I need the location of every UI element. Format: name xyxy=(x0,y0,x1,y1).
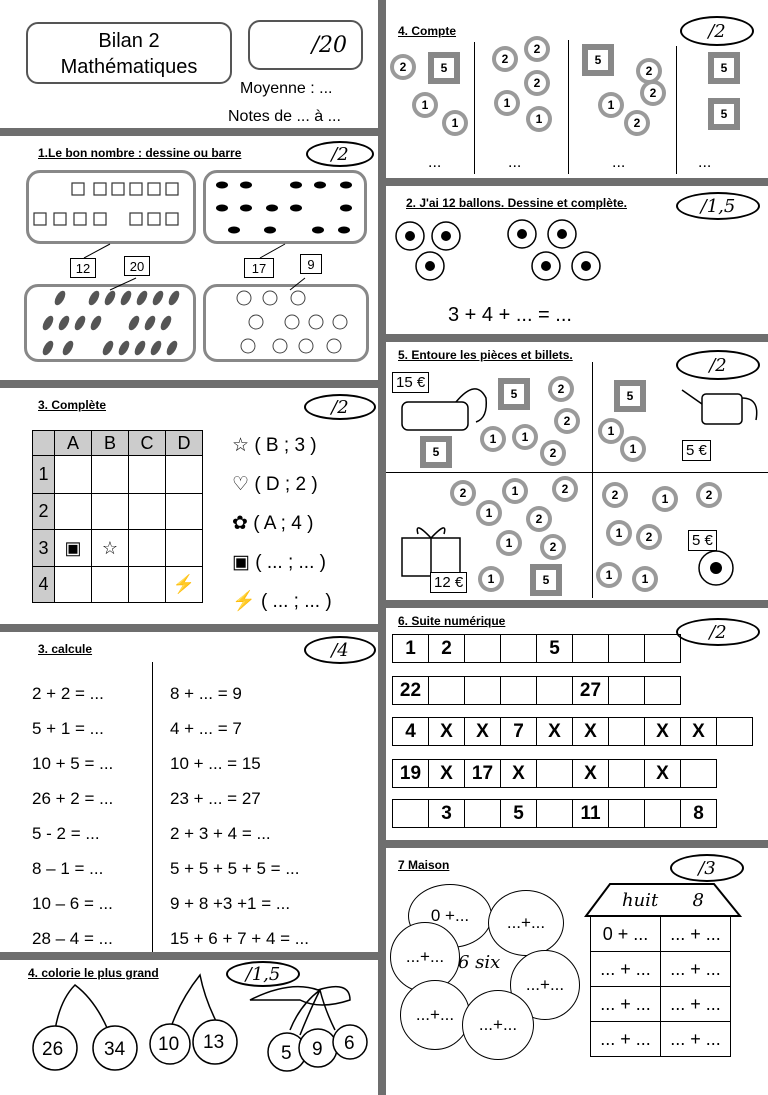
cherry-number: 10 xyxy=(158,1034,180,1055)
house-cell[interactable]: ... + ... xyxy=(661,987,731,1022)
score: /1,5 xyxy=(700,195,736,217)
sequence-row-4 xyxy=(392,759,717,788)
divider xyxy=(0,624,378,632)
seq-cell[interactable]: X xyxy=(429,718,465,746)
clue-list xyxy=(232,426,332,621)
seq-cell[interactable] xyxy=(609,760,645,788)
center-number: 6 six xyxy=(458,952,501,973)
house-cell[interactable]: ... + ... xyxy=(591,1022,661,1057)
seq-cell[interactable] xyxy=(393,800,429,828)
score-pill xyxy=(304,636,376,664)
section-title: 7 Maison xyxy=(398,858,450,872)
coin-2: 2 xyxy=(524,36,550,62)
house-cell[interactable]: ... + ... xyxy=(661,952,731,987)
calc-left xyxy=(32,676,113,956)
lightning-icon: ⚡ xyxy=(232,591,256,612)
section-title: 6. Suite numérique xyxy=(398,614,506,628)
seq-cell[interactable] xyxy=(501,677,537,705)
seq-cell[interactable] xyxy=(717,718,753,746)
answer-blank[interactable]: ... xyxy=(612,154,626,171)
quad-divider-h xyxy=(386,472,768,473)
seq-cell[interactable]: 1 xyxy=(393,635,429,663)
seq-cell[interactable] xyxy=(465,677,501,705)
seq-cell[interactable]: X xyxy=(573,718,609,746)
notes-label: Notes de ... à ... xyxy=(228,108,341,125)
cherry-number: 9 xyxy=(312,1039,323,1060)
col-divider xyxy=(474,42,475,174)
score-pill xyxy=(676,350,760,380)
coin-1: 1 xyxy=(526,106,552,132)
score-pill xyxy=(670,854,744,882)
divider xyxy=(386,600,768,608)
seq-cell[interactable] xyxy=(609,718,645,746)
col-divider xyxy=(676,46,677,174)
score: /2 xyxy=(331,396,349,418)
col-header: A xyxy=(55,431,92,456)
sequence-row-1 xyxy=(392,634,681,663)
seq-cell[interactable]: 7 xyxy=(501,718,537,746)
coin-1: 1 xyxy=(598,418,624,444)
divider xyxy=(386,334,768,342)
row-header: 3 xyxy=(33,530,55,567)
price-tag: 5 € xyxy=(682,440,711,461)
seq-cell[interactable] xyxy=(645,635,681,663)
coin-1: 1 xyxy=(496,530,522,556)
score: /1,5 xyxy=(245,963,281,985)
coin-1: 1 xyxy=(620,436,646,462)
clue: ( D ; 2 ) xyxy=(254,474,318,495)
seq-cell[interactable]: 17 xyxy=(465,760,501,788)
divider-vertical xyxy=(378,0,386,1095)
equation: 3 + 4 + ... = ... xyxy=(448,304,572,326)
calc-item: 4 + ... = 7 xyxy=(170,719,242,738)
bill-5: 5 xyxy=(614,380,646,412)
bubble xyxy=(400,980,470,1050)
row-header: 1 xyxy=(33,456,55,494)
seq-cell[interactable]: X xyxy=(537,718,573,746)
seq-cell[interactable] xyxy=(573,635,609,663)
section-title: 5. Entoure les pièces et billets. xyxy=(398,348,573,362)
vacuum-icon xyxy=(396,378,492,438)
seq-cell[interactable]: X xyxy=(645,760,681,788)
coin-2: 2 xyxy=(636,524,662,550)
clue: ( ... ; ... ) xyxy=(255,552,326,573)
calc-item: 10 – 6 = ... xyxy=(32,894,113,913)
cherry-number: 26 xyxy=(42,1039,64,1060)
sequence-row-5 xyxy=(392,799,717,828)
clue: ( ... ; ... ) xyxy=(260,591,332,612)
bill-5: 5 xyxy=(428,52,460,84)
seq-cell[interactable]: 11 xyxy=(573,800,609,828)
col-divider xyxy=(568,40,569,174)
coin-2: 2 xyxy=(540,440,566,466)
flower-icon: ✿ xyxy=(232,513,248,534)
seq-cell[interactable]: 27 xyxy=(573,677,609,705)
cherry-number: 5 xyxy=(281,1043,292,1064)
section-title: 2. J'ai 12 ballons. Dessine et complète. xyxy=(406,196,627,210)
star-icon: ☆ xyxy=(232,435,250,456)
coin-2: 2 xyxy=(636,58,662,84)
coin-2: 2 xyxy=(450,480,476,506)
calc-item: 15 + 6 + 7 + 4 = ... xyxy=(170,929,309,948)
score: /2 xyxy=(709,354,727,376)
seq-cell[interactable] xyxy=(609,677,645,705)
score: /3 xyxy=(698,857,716,879)
seq-cell[interactable]: 22 xyxy=(393,677,429,705)
seq-cell[interactable]: 8 xyxy=(681,800,717,828)
col-header: D xyxy=(166,431,203,456)
coin-1: 1 xyxy=(632,566,658,592)
coin-1: 1 xyxy=(502,478,528,504)
bubble-text: ...+... xyxy=(415,1005,455,1024)
coin-1: 1 xyxy=(652,486,678,512)
calc-item: 5 + 1 = ... xyxy=(32,719,104,738)
title-line1: Bilan 2 xyxy=(98,30,160,52)
title-box xyxy=(26,22,232,84)
score: /2 xyxy=(708,20,726,42)
calc-item: 2 + 3 + 4 = ... xyxy=(170,824,271,843)
calc-item: 23 + ... = 27 xyxy=(170,789,261,808)
house-cell[interactable]: ... + ... xyxy=(661,917,731,952)
calc-divider xyxy=(152,662,153,952)
coin-2: 2 xyxy=(554,408,580,434)
house-table xyxy=(590,916,731,1057)
bill-5: 5 xyxy=(530,564,562,596)
watering-can-icon xyxy=(678,384,762,432)
cherry-number: 34 xyxy=(104,1039,126,1060)
seq-cell[interactable]: X xyxy=(501,760,537,788)
coin-1: 1 xyxy=(596,562,622,588)
seq-cell[interactable]: 2 xyxy=(429,635,465,663)
coin-1: 1 xyxy=(478,566,504,592)
seq-cell[interactable] xyxy=(537,800,573,828)
seq-cell[interactable] xyxy=(465,800,501,828)
seq-cell[interactable]: 5 xyxy=(501,800,537,828)
coordinate-grid xyxy=(32,430,203,603)
number-box: 20 xyxy=(124,256,150,276)
seq-cell[interactable]: 5 xyxy=(537,635,573,663)
col-header: C xyxy=(129,431,166,456)
number-box: 12 xyxy=(70,258,96,278)
row-header: 2 xyxy=(33,494,55,530)
total-score-box xyxy=(248,20,363,70)
score: /2 xyxy=(709,621,727,643)
calc-item: 10 + ... = 15 xyxy=(170,754,261,773)
bill-5: 5 xyxy=(420,436,452,468)
coin-1: 1 xyxy=(412,92,438,118)
answer-blank[interactable]: ... xyxy=(508,154,522,171)
coin-1: 1 xyxy=(598,92,624,118)
house-cell[interactable]: 0 + ... xyxy=(591,917,661,952)
balls-drawing xyxy=(386,186,768,334)
calc-item: 10 + 5 = ... xyxy=(32,754,114,773)
seq-cell[interactable]: 4 xyxy=(393,718,429,746)
price-tag: 5 € xyxy=(688,530,717,551)
moyenne-label: Moyenne : ... xyxy=(240,80,333,97)
number-box: 17 xyxy=(244,258,274,278)
house-cell[interactable]: ... + ... xyxy=(591,952,661,987)
seq-cell[interactable] xyxy=(501,635,537,663)
score-pill xyxy=(304,394,376,420)
bubble-text: 0 +... xyxy=(430,906,470,925)
coin-1: 1 xyxy=(442,110,468,136)
cherry-number: 13 xyxy=(203,1032,225,1053)
coin-1: 1 xyxy=(480,426,506,452)
calc-right xyxy=(170,676,309,956)
calc-item: 5 - 2 = ... xyxy=(32,824,100,843)
bill-5: 5 xyxy=(582,44,614,76)
cherries-drawing xyxy=(0,960,378,1095)
coin-2: 2 xyxy=(492,46,518,72)
answer-blank[interactable]: ... xyxy=(698,154,712,171)
section-title: 4. colorie le plus grand xyxy=(28,966,159,980)
cherry-number: 6 xyxy=(344,1033,355,1054)
seq-cell[interactable] xyxy=(645,677,681,705)
heart-icon: ♡ xyxy=(232,474,250,495)
seq-cell[interactable]: X xyxy=(429,760,465,788)
seq-cell[interactable]: X xyxy=(681,718,717,746)
coin-2: 2 xyxy=(602,482,628,508)
seq-cell[interactable] xyxy=(537,677,573,705)
calc-item: 9 + 8 +3 +1 = ... xyxy=(170,894,291,913)
seq-cell[interactable]: X xyxy=(465,718,501,746)
section-title: 4. Compte xyxy=(398,24,457,38)
coin-2: 2 xyxy=(696,482,722,508)
seq-cell[interactable]: 3 xyxy=(429,800,465,828)
bubble-text: ...+... xyxy=(506,913,546,932)
bill-5: 5 xyxy=(498,378,530,410)
row-header: 4 xyxy=(33,567,55,603)
coin-2: 2 xyxy=(524,70,550,96)
soccer-ball-icon xyxy=(696,548,736,588)
bubble-text: ...+... xyxy=(525,975,565,994)
bill-5: 5 xyxy=(708,52,740,84)
coin-2: 2 xyxy=(548,376,574,402)
col-header: B xyxy=(92,431,129,456)
clue: ( B ; 3 ) xyxy=(254,435,317,456)
section-title: 3. Complète xyxy=(38,398,107,412)
sequence-row-2 xyxy=(392,676,681,705)
bubble-text: ...+... xyxy=(405,947,445,966)
seq-cell[interactable] xyxy=(465,635,501,663)
seq-cell[interactable] xyxy=(429,677,465,705)
bill-5: 5 xyxy=(708,98,740,130)
divider xyxy=(386,840,768,848)
calc-item: 28 – 4 = ... xyxy=(32,929,113,948)
seq-cell[interactable] xyxy=(537,760,573,788)
section-title: 3. calcule xyxy=(38,642,93,656)
coin-1: 1 xyxy=(512,424,538,450)
calc-item: 2 + 2 = ... xyxy=(32,684,104,703)
seq-cell[interactable] xyxy=(609,635,645,663)
bubble xyxy=(488,890,564,956)
seq-cell[interactable]: X xyxy=(573,760,609,788)
score: /2 xyxy=(331,143,349,165)
seq-cell[interactable] xyxy=(609,800,645,828)
price-tag: 12 € xyxy=(430,572,467,593)
bubble xyxy=(462,990,534,1060)
coin-1: 1 xyxy=(476,500,502,526)
price-tag: 15 € xyxy=(392,372,429,393)
total-score: /20 xyxy=(311,32,347,58)
answer-blank[interactable]: ... xyxy=(428,154,442,171)
roof-label: huit 8 xyxy=(622,890,704,911)
clue: ( A ; 4 ) xyxy=(253,513,314,534)
coin-2: 2 xyxy=(552,476,578,502)
score-pill xyxy=(676,618,760,646)
coin-2: 2 xyxy=(390,54,416,80)
coin-1: 1 xyxy=(606,520,632,546)
score-pill xyxy=(680,16,754,46)
coin-2: 2 xyxy=(526,506,552,532)
coin-2: 2 xyxy=(540,534,566,560)
camera-icon: ▣ xyxy=(232,552,250,573)
coin-2: 2 xyxy=(624,110,650,136)
sequence-row-3 xyxy=(392,717,753,746)
seq-cell[interactable] xyxy=(681,760,717,788)
number-box: 9 xyxy=(300,254,322,274)
score: /4 xyxy=(331,639,349,661)
calc-item: 5 + 5 + 5 + 5 = ... xyxy=(170,859,300,878)
star-icon: ☆ xyxy=(92,530,129,567)
house-cell[interactable]: ... + ... xyxy=(661,1022,731,1057)
divider xyxy=(386,178,768,186)
divider xyxy=(0,380,378,388)
coin-2: 2 xyxy=(640,80,666,106)
seq-cell[interactable]: X xyxy=(645,718,681,746)
calc-item: 26 + 2 = ... xyxy=(32,789,114,808)
camera-icon: ▣ xyxy=(55,530,92,567)
gift-icon xyxy=(394,520,470,578)
quad-divider-v xyxy=(592,362,593,598)
seq-cell[interactable]: 19 xyxy=(393,760,429,788)
calc-item: 8 + ... = 9 xyxy=(170,684,242,703)
divider xyxy=(0,128,378,136)
calc-item: 8 – 1 = ... xyxy=(32,859,104,878)
house-cell[interactable]: ... + ... xyxy=(591,987,661,1022)
seq-cell[interactable] xyxy=(645,800,681,828)
coin-1: 1 xyxy=(494,90,520,116)
section-title: 1.Le bon nombre : dessine ou barre xyxy=(38,146,242,160)
lightning-icon: ⚡ xyxy=(166,567,203,603)
bubble-text: ...+... xyxy=(478,1015,518,1034)
title-line2: Mathématiques xyxy=(60,56,198,78)
